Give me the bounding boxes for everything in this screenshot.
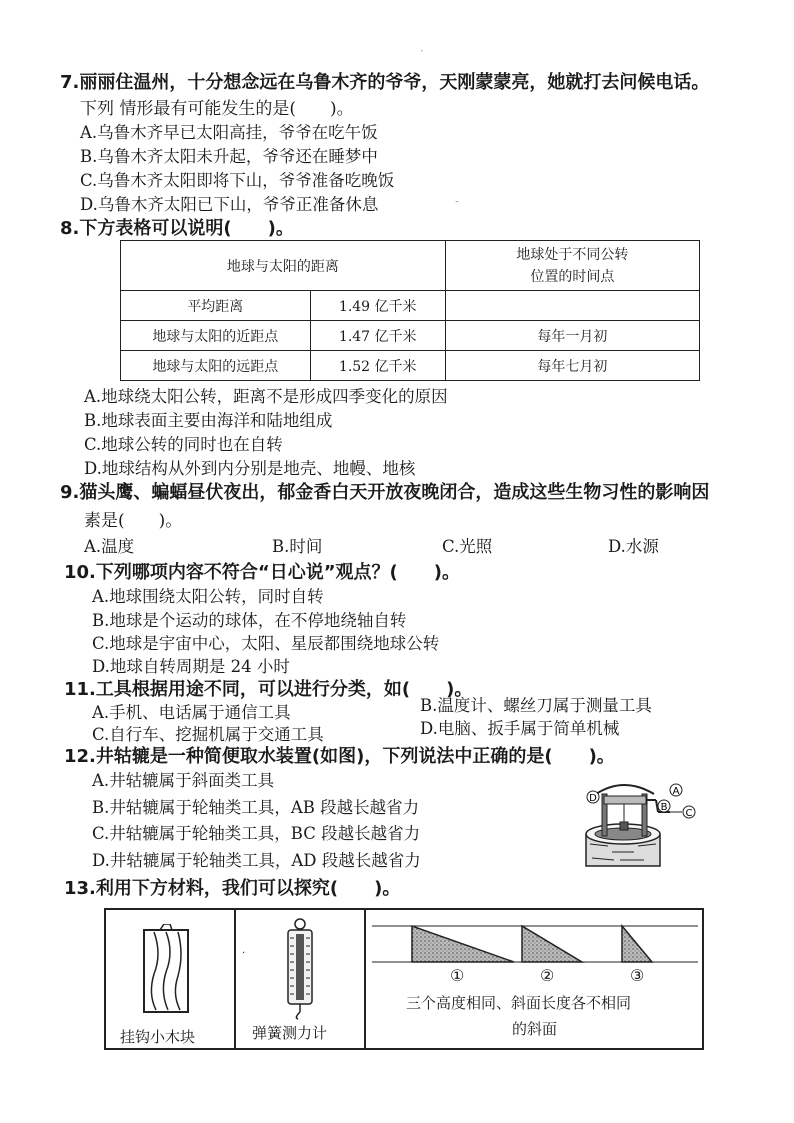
slopes-cell — [366, 910, 702, 1048]
q8-option-b: B.地球表面主要由海洋和陆地组成 — [84, 411, 333, 430]
q12-option-a: A.井轱辘属于斜面类工具 — [92, 771, 275, 790]
q12-option-c: C.井轱辘属于轮轴类工具，BC 段越长越省力 — [92, 824, 421, 843]
q8-row2-value: 1.47 亿千米 — [310, 321, 445, 351]
q12-option-b: B.井轱辘属于轮轴类工具，AB 段越长越省力 — [92, 798, 420, 817]
wood-block-icon — [142, 924, 192, 1014]
q7-option-d: D.乌鲁木齐太阳已下山，爷爷正准备休息 — [80, 195, 379, 214]
slopes-caption-line2: 的斜面 — [512, 1020, 558, 1038]
spring-scale-caption: 弹簧测力计 — [252, 1024, 328, 1042]
q10-option-a: A.地球围绕太阳公转，同时自转 — [92, 587, 324, 606]
q7-option-b: B.乌鲁木齐太阳未升起，爷爷还在睡梦中 — [80, 147, 378, 166]
scan-dot: · — [242, 948, 246, 959]
q11-stem: 11.工具根据用途不同，可以进行分类，如( )。 — [64, 679, 473, 700]
q9-stem-line1: 9.猫头鹰、蝙蝠昼伏夜出，郁金香白天开放夜晚闭合，造成这些生物习性的影响因 — [60, 482, 710, 503]
q8-row3-time: 每年七月初 — [445, 351, 699, 381]
q12-option-d: D.井轱辘属于轮轴类工具，AD 段越长越省力 — [92, 851, 421, 870]
q8-option-a: A.地球绕太阳公转，距离不是形成四季变化的原因 — [84, 387, 448, 406]
q11-option-c: C.自行车、挖掘机属于交通工具 — [92, 725, 324, 744]
spring-scale-icon — [282, 918, 318, 1020]
scan-speck: - — [455, 194, 460, 208]
q8-row2-label: 地球与太阳的近距点 — [121, 321, 311, 351]
q12-stem: 12.井轱辘是一种简便取水装置(如图)，下列说法中正确的是( )。 — [64, 746, 615, 767]
q7-stem-line2: 下列 情形最有可能发生的是( )。 — [80, 99, 354, 119]
q8-row1-time — [445, 291, 699, 321]
q7-option-c: C.乌鲁木齐太阳即将下山，爷爷准备吃晚饭 — [80, 171, 395, 190]
figure-label-d: D — [589, 793, 597, 804]
table-row — [121, 351, 700, 381]
figure-label-b: B — [660, 802, 668, 813]
q7-option-a: A.乌鲁木齐早已太阳高挂，爷爷在吃午饭 — [80, 123, 378, 142]
q9-option-a: A.温度 — [84, 537, 135, 556]
q8-option-c: C.地球公转的同时也在自转 — [84, 435, 283, 454]
q8-header-time: 地球处于不同公转 位置的时间点 — [445, 241, 699, 291]
q8-header-distance: 地球与太阳的距离 — [121, 241, 446, 291]
q10-option-d: D.地球自转周期是 24 小时 — [92, 657, 290, 676]
table-row — [121, 291, 700, 321]
figure-label-a: A — [672, 786, 680, 797]
slope-number-2: ② — [540, 966, 555, 985]
q13-materials-box — [104, 908, 704, 1050]
q9-option-b: B.时间 — [272, 537, 323, 556]
q9-option-d: D.水源 — [608, 537, 659, 556]
well-windlass-figure — [578, 772, 698, 872]
q10-option-c: C.地球是宇宙中心，太阳、星辰都围绕地球公转 — [92, 634, 440, 653]
q11-option-d: D.电脑、扳手属于简单机械 — [420, 719, 620, 738]
q8-distance-table — [120, 240, 700, 381]
q9-stem-line2: 素是( )。 — [84, 511, 183, 531]
table-row — [121, 321, 700, 351]
q8-row2-time: 每年一月初 — [445, 321, 699, 351]
slope-number-1: ① — [450, 966, 465, 985]
figure-label-c: C — [685, 808, 693, 819]
wood-block-cell — [106, 910, 234, 1048]
slope-number-3: ③ — [630, 966, 645, 985]
three-slopes-icon — [372, 916, 698, 976]
spring-scale-cell — [236, 910, 364, 1048]
q8-row3-label: 地球与太阳的远距点 — [121, 351, 311, 381]
q11-option-a: A.手机、电话属于通信工具 — [92, 703, 291, 722]
q8-row1-label: 平均距离 — [121, 291, 311, 321]
wood-block-caption: 挂钩小木块 — [120, 1028, 196, 1046]
q8-stem: 8.下方表格可以说明( )。 — [60, 218, 294, 239]
q11-option-b: B.温度计、螺丝刀属于测量工具 — [420, 696, 652, 715]
q13-stem: 13.利用下方材料，我们可以探究( )。 — [64, 878, 401, 899]
scan-dot: · — [420, 44, 424, 58]
q8-option-d: D.地球结构从外到内分别是地壳、地幔、地核 — [84, 459, 416, 478]
q10-option-b: B.地球是个运动的球体，在不停地绕轴自转 — [92, 611, 407, 630]
slopes-caption-line1: 三个高度相同、斜面长度各不相同 — [406, 994, 632, 1012]
q8-row3-value: 1.52 亿千米 — [310, 351, 445, 381]
q9-option-c: C.光照 — [442, 537, 493, 556]
q7-stem-line1: 7.丽丽住温州，十分想念远在乌鲁木齐的爷爷，天刚蒙蒙亮，她就打去问候电话。 — [60, 72, 710, 93]
q10-stem: 10.下列哪项内容不符合“日心说”观点？( )。 — [64, 562, 460, 583]
q8-row1-value: 1.49 亿千米 — [310, 291, 445, 321]
